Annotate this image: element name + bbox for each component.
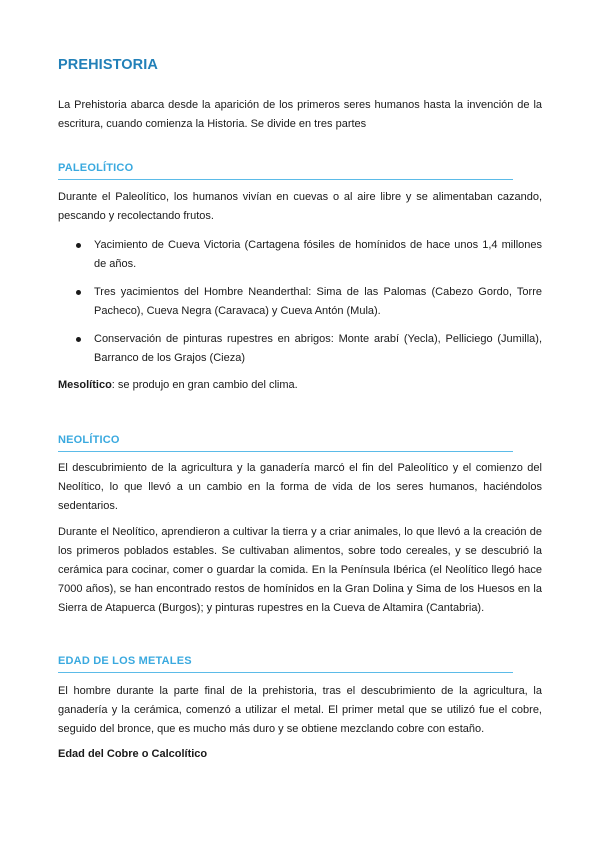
list-item-text: Tres yacimientos del Hombre Neanderthal: Sima de las Palomas (Cabezo Gordo, Torre Pacheco), Cueva Negra (Caravaca) y Cueva Antón (Mula). [94, 286, 542, 317]
neolitico-text-2: Durante el Neolítico, aprendieron a cultivar la tierra y a criar animales, lo que llevó a la creación de los primeros poblados estables. Se cultivaban alimentos, sobre todo cereales, y se descubrió la cerámica para cocinar, comer o guardar la comida. En la Península Ibérica (el Neolítico llegó hace 7000 años), se han encontrado restos de homínidos en la Gran Dolina y Sima de los Huesos en la Sierra de Atapuerca (Burgos); y pinturas rupestres en la Cueva de Altamira (Cantabria). [58, 526, 542, 614]
list-item-text: Yacimiento de Cueva Victoria (Cartagena fósiles de homínidos de hace unos 1,4 millones de años. [94, 239, 542, 270]
calcolitico-title: Edad del Cobre o Calcolítico [58, 748, 208, 760]
list-item [58, 236, 542, 274]
neolitico-paragraph-1 [58, 459, 542, 516]
list-item-text: Conservación de pinturas rupestres en abrigos: Monte arabí (Yecla), Pelliciego (Jumilla), Barranco de los Grajos (Cieza) [94, 333, 542, 364]
mesolitico-paragraph [58, 376, 542, 395]
intro-paragraph [58, 96, 542, 134]
neolitico-text-1: El descubrimiento de la agricultura y la ganadería marcó el fin del Paleolítico y el comienzo del Neolítico, lo que llevó a un cambio en la forma de vida de los seres humanos, haciéndolos sedentarios. [58, 462, 542, 512]
bullet-icon [76, 243, 81, 248]
intro-text: La Prehistoria abarca desde la aparición de los primeros seres humanos hasta la invención de la escritura, cuando comienza la Historia. Se divide en tres partes [58, 99, 542, 130]
page-title: PREHISTORIA [58, 57, 158, 73]
section-heading-metales: EDAD DE LOS METALES [58, 655, 513, 673]
bullet-icon [76, 290, 81, 295]
paleolitico-text: Durante el Paleolítico, los humanos vivían en cuevas o al aire libre y se alimentaban cazando, pescando y recolectando frutos. [58, 191, 542, 222]
section-heading-paleolitico: PALEOLÍTICO [58, 162, 513, 180]
list-item [58, 283, 542, 321]
paleolitico-bullet-list [58, 236, 542, 368]
paleolitico-paragraph [58, 188, 542, 226]
calcolitico-subheading [58, 745, 542, 764]
metales-text: El hombre durante la parte final de la prehistoria, tras el descubrimiento de la agricultura, la ganadería y la cerámica, comenzó a utilizar el metal. El primer metal que se utilizó fue el cobre, seguido del bronce, que es mucho más duro y se obtiene mezclando cobre con estaño. [58, 685, 542, 735]
mesolitico-label: Mesolítico [58, 379, 112, 391]
neolitico-paragraph-2 [58, 523, 542, 618]
bullet-icon [76, 337, 81, 342]
section-heading-neolitico: NEOLÍTICO [58, 434, 513, 452]
list-item [58, 330, 542, 368]
mesolitico-text: : se produjo en gran cambio del clima. [111, 379, 298, 391]
metales-paragraph [58, 682, 542, 739]
